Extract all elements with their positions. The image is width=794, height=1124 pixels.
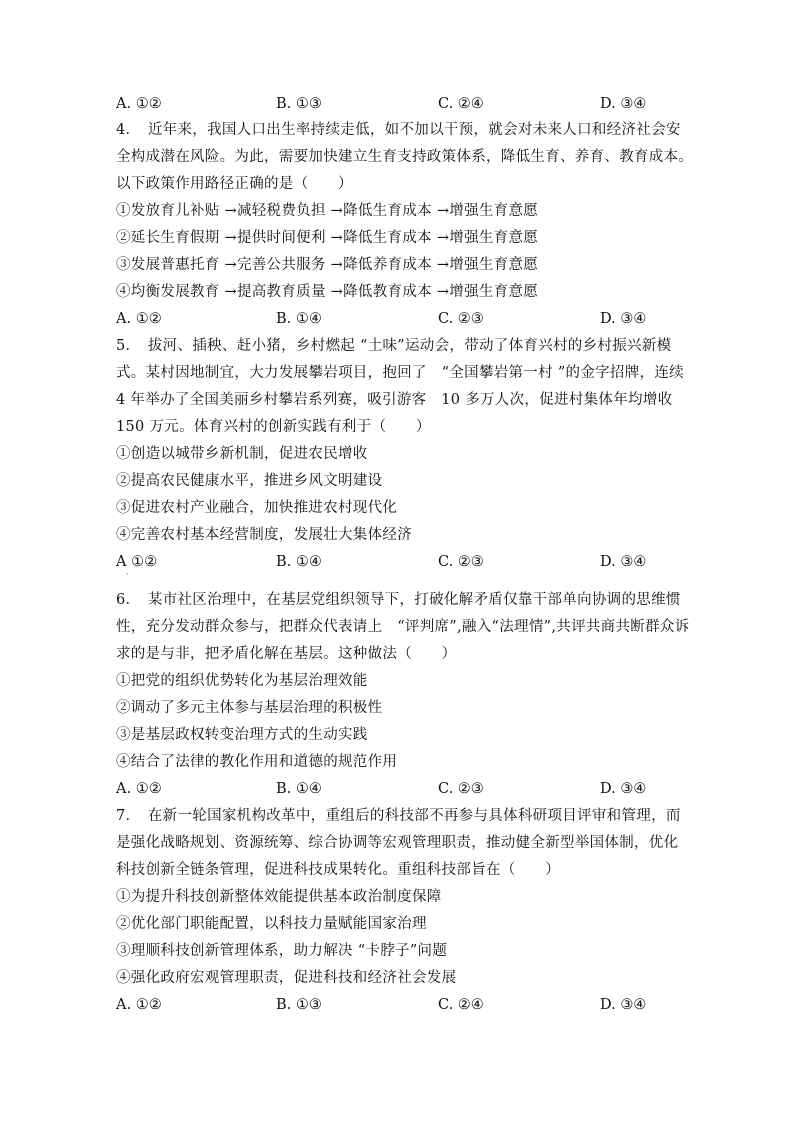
q4-stem-line-2: 全构成潜在风险。为此，需要加快建立生育支持政策体系，降低生育、养育、教育成本。: [116, 149, 694, 165]
q4-statement-2: ②延长生育假期 →提供时间便利 →降低生育成本 →增强生育意愿: [116, 230, 539, 246]
q7-stem-line-3: 科技创新全链条管理，促进科技成果转化。重组科技部旨在（ ）: [116, 862, 560, 878]
q7-statement-2: ②优化部门职能配置，以科技力量赋能国家治理: [116, 916, 427, 932]
q6-option-c[interactable]: C. ②③: [438, 781, 484, 797]
q7-statement-1: ①为提升科技创新整体效能提供基本政治制度保障: [116, 889, 442, 905]
q7-options: [116, 995, 676, 1015]
q6-statement-2: ②调动了多元主体参与基层治理的积极性: [116, 700, 383, 716]
q5-stem-line-4: 150 万元。体育兴村的创新实践有利于（ ）: [116, 419, 431, 435]
q6-stem-line-3: 求的是与非，把矛盾化解在基层。这种做法（ ）: [116, 646, 457, 662]
q5-statement-3: ③促进农村产业融合，加快推进农村现代化: [116, 500, 398, 516]
q7-stem-line-2: 是强化战略规划、资源统筹、综合协调等宏观管理职责，推动健全新型举国体制，优化: [116, 835, 679, 851]
scan-speck: ·: [126, 570, 129, 579]
q4-stem-line-3: 以下政策作用路径正确的是（ ）: [116, 176, 353, 192]
q4-statement-1: ①发放育儿补贴 →减轻税费负担 →降低生育成本 →增强生育意愿: [116, 203, 539, 219]
q6-statement-1: ①把党的组织优势转化为基层治理效能: [116, 673, 368, 689]
q5-option-c[interactable]: C. ②③: [438, 554, 484, 570]
q3-options: [116, 94, 676, 114]
q5-statement-1: ①创造以城带乡新机制，促进农民增收: [116, 446, 368, 462]
q3-option-b[interactable]: B. ①③: [276, 96, 322, 112]
q7-option-d[interactable]: D. ③④: [600, 997, 647, 1013]
q4-option-c[interactable]: C. ②③: [438, 311, 484, 327]
q7-option-c[interactable]: C. ②④: [438, 997, 484, 1013]
q5-option-d[interactable]: D. ③④: [600, 554, 647, 570]
q7-stem-line-1: 7． 在新一轮国家机构改革中，重组后的科技部不再参与具体科研项目评审和管理，而: [116, 808, 681, 824]
q7-statement-4: ④强化政府宏观管理职责，促进科技和经济社会发展: [116, 970, 457, 986]
q4-stem-line-1: 4． 近年来，我国人口出生率持续走低，如不加以干预，就会对未来人口和经济社会安: [116, 122, 681, 138]
q4-statement-3: ③发展普惠托育 →完善公共服务 →降低养育成本 →增强生育意愿: [116, 257, 539, 273]
q3-option-d[interactable]: D. ③④: [600, 96, 647, 112]
q6-stem-line-2: 性，充分发动群众参与，把群众代表请上 “评判席”,融入“法理情”,共评共商共断群众诉: [116, 619, 690, 635]
q7-statement-3: ③理顺科技创新管理体系，助力解决 “卡脖子”问题: [116, 943, 448, 959]
q6-statement-3: ③是基层政权转变治理方式的生动实践: [116, 727, 368, 743]
q4-option-d[interactable]: D. ③④: [600, 311, 647, 327]
q4-statement-4: ④均衡发展教育 →提高教育质量 →降低教育成本 →增强生育意愿: [116, 284, 539, 300]
q6-option-a[interactable]: A. ①②: [116, 781, 162, 797]
q6-statement-4: ④结合了法律的教化作用和道德的规范作用: [116, 754, 398, 770]
q6-options: [116, 779, 676, 799]
q5-stem-line-1: 5． 拔河、插秧、赶小猪，乡村燃起 “土味”运动会，带动了体育兴村的乡村振兴新模: [116, 338, 672, 354]
q5-options: [116, 552, 676, 572]
q5-statement-4: ④完善农村基本经营制度，发展壮大集体经济: [116, 527, 412, 543]
q4-option-b[interactable]: B. ①④: [276, 311, 322, 327]
q4-option-a[interactable]: A. ①②: [116, 311, 162, 327]
q6-stem-line-1: 6． 某市社区治理中，在基层党组织领导下，打破化解矛盾仅靠干部单向协调的思维惯: [116, 592, 681, 608]
q4-options: [116, 309, 676, 329]
q6-option-b[interactable]: B. ①④: [276, 781, 322, 797]
q7-option-a[interactable]: A. ①②: [116, 997, 162, 1013]
q5-stem-line-3: 4 年举办了全国美丽乡村攀岩系列赛，吸引游客 10 多万人次，促进村集体年均增收: [116, 392, 673, 408]
q3-option-a[interactable]: A. ①②: [116, 96, 162, 112]
q3-option-c[interactable]: C. ②④: [438, 96, 484, 112]
q6-option-d[interactable]: D. ③④: [600, 781, 647, 797]
q5-option-a[interactable]: A ①②: [116, 554, 158, 570]
q7-option-b[interactable]: B. ①③: [276, 997, 322, 1013]
q5-stem-line-2: 式。某村因地制宜，大力发展攀岩项目，抱回了 “全国攀岩第一村 ”的金字招牌，连续: [116, 365, 684, 381]
q5-statement-2: ②提高农民健康水平，推进乡风文明建设: [116, 473, 383, 489]
q5-option-b[interactable]: B. ①④: [276, 554, 322, 570]
